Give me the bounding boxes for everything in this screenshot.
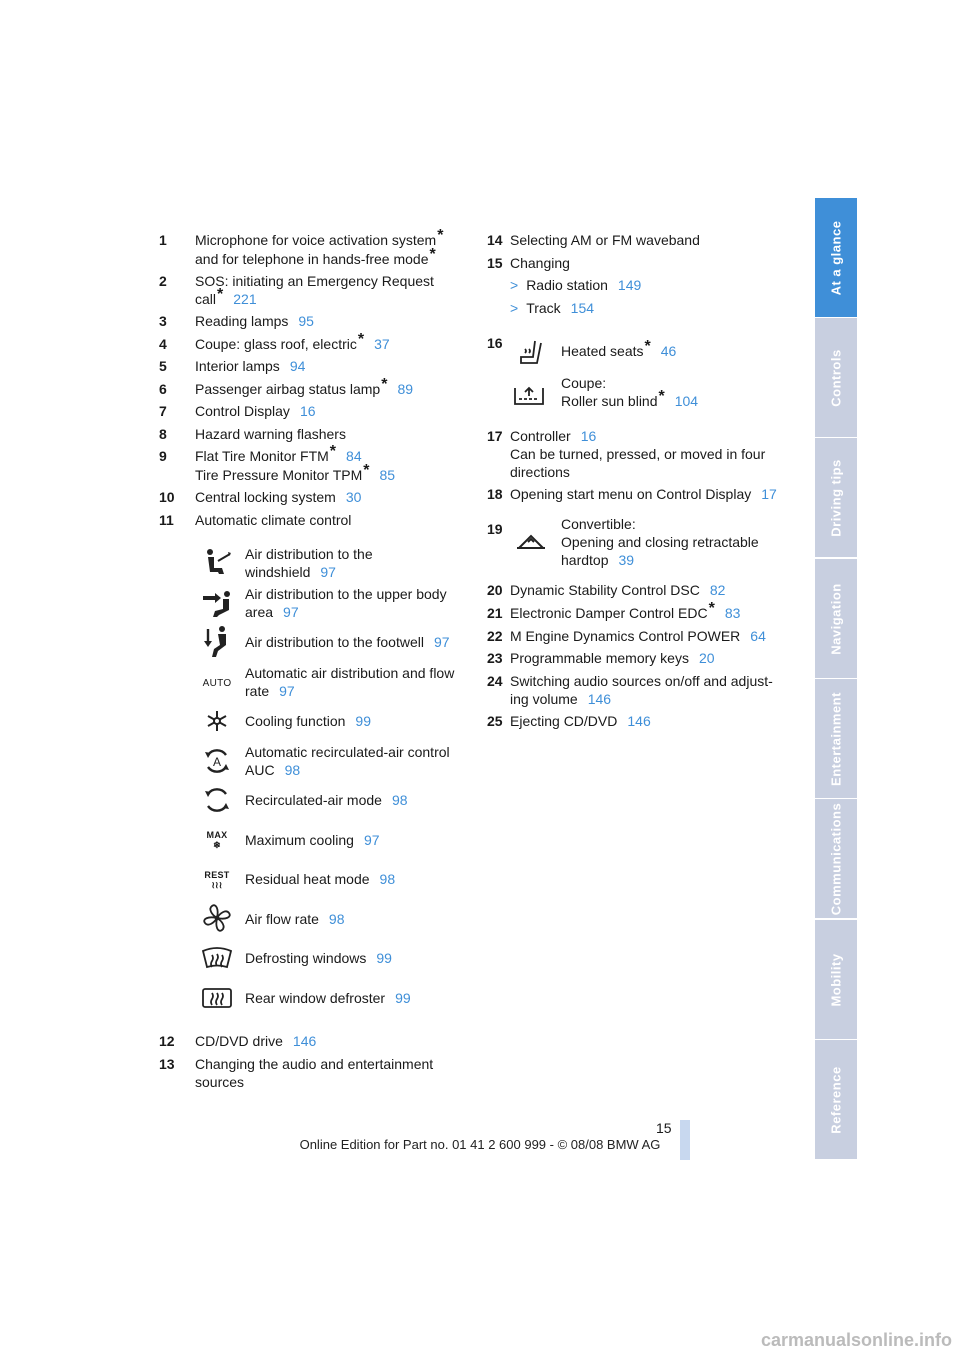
rest-heat-icon-label: REST bbox=[204, 870, 230, 880]
item-number: 6 bbox=[159, 381, 167, 397]
page-link[interactable]: 149 bbox=[617, 277, 642, 293]
climate-label: Air distribution to the footwell bbox=[245, 634, 424, 650]
climate-label: Air distribution to the bbox=[245, 546, 373, 562]
item-number: 19 bbox=[487, 521, 503, 537]
item-text: Heated seats bbox=[561, 343, 644, 359]
item-number: 17 bbox=[487, 428, 503, 444]
climate-label: Cooling function bbox=[245, 713, 346, 729]
page-link[interactable]: 46 bbox=[660, 343, 677, 359]
tab-at-a-glance[interactable] bbox=[815, 198, 857, 317]
item-number: 4 bbox=[159, 336, 167, 352]
item-text: Central locking system bbox=[195, 489, 336, 505]
item-number: 8 bbox=[159, 426, 167, 442]
tab-navigation[interactable] bbox=[815, 559, 857, 678]
page-link[interactable]: 89 bbox=[397, 381, 414, 397]
defrost-rear-icon bbox=[201, 983, 233, 1015]
climate-row bbox=[245, 989, 475, 1007]
optional-star: * bbox=[357, 331, 365, 348]
fan-icon bbox=[201, 902, 233, 934]
climate-label: Air distribution to the upper body bbox=[245, 586, 447, 602]
climate-row bbox=[245, 831, 475, 849]
optional-star: * bbox=[329, 443, 337, 460]
heated-seat-icon bbox=[515, 337, 547, 369]
item-number: 14 bbox=[487, 232, 503, 248]
svg-text:A: A bbox=[212, 755, 222, 769]
page-link[interactable]: 146 bbox=[292, 1033, 317, 1049]
item-text: M Engine Dynamics Control POWER bbox=[510, 628, 741, 644]
climate-row bbox=[245, 870, 475, 888]
item-text: Changing the audio and entertainment bbox=[195, 1056, 434, 1072]
item-text: hardtop bbox=[561, 552, 609, 568]
item-number: 21 bbox=[487, 605, 503, 621]
rest-heat-icon bbox=[195, 870, 239, 890]
climate-row bbox=[245, 743, 475, 779]
climate-label: Recirculated-air mode bbox=[245, 792, 382, 808]
item-number: 24 bbox=[487, 673, 503, 689]
item-number: 11 bbox=[159, 512, 174, 528]
convertible-row bbox=[561, 515, 791, 569]
upper-body-airflow-icon bbox=[201, 589, 233, 621]
auc-icon bbox=[201, 745, 233, 777]
item-number: 18 bbox=[487, 486, 503, 502]
item-text: CD/DVD drive bbox=[195, 1033, 283, 1049]
page-link[interactable]: 97 bbox=[283, 604, 299, 620]
item-text: Coupe: bbox=[561, 375, 607, 391]
sub-text: Track bbox=[526, 300, 561, 316]
page-link[interactable]: 97 bbox=[433, 634, 450, 650]
item-number: 3 bbox=[159, 313, 167, 329]
page-link[interactable]: 221 bbox=[233, 291, 257, 307]
page-link[interactable]: 16 bbox=[299, 403, 316, 419]
item-text: Automatic climate control bbox=[195, 512, 352, 528]
sub-item bbox=[510, 276, 641, 294]
defrost-front-icon bbox=[201, 943, 233, 975]
item-number: 9 bbox=[159, 448, 167, 464]
snowflake-icon bbox=[201, 705, 233, 737]
optional-star: * bbox=[363, 462, 370, 479]
page-link[interactable]: 82 bbox=[709, 582, 726, 598]
item-text: Tire Pressure Monitor TPM bbox=[195, 467, 363, 483]
page-link[interactable]: 146 bbox=[587, 691, 612, 707]
page-link[interactable]: 17 bbox=[761, 486, 777, 502]
climate-label: Automatic air distribution and flow bbox=[245, 665, 455, 681]
climate-label: area bbox=[245, 604, 274, 620]
item-number: 16 bbox=[487, 335, 503, 351]
page-link[interactable]: 98 bbox=[379, 871, 396, 887]
blind-row bbox=[561, 374, 791, 411]
optional-star: * bbox=[217, 286, 224, 303]
item-text: Passenger airbag status lamp bbox=[195, 381, 381, 397]
item-number: 15 bbox=[487, 255, 503, 271]
page-link[interactable]: 37 bbox=[374, 336, 390, 352]
tab-label: Controls bbox=[828, 348, 844, 407]
item-text: Electronic Damper Control EDC bbox=[510, 605, 708, 621]
climate-label: Rear window defroster bbox=[245, 990, 386, 1006]
page-link[interactable]: 146 bbox=[627, 713, 651, 729]
item-text: sources bbox=[195, 1074, 245, 1090]
page-link[interactable]: 64 bbox=[750, 628, 766, 644]
tab-communications[interactable] bbox=[815, 799, 857, 918]
optional-star: * bbox=[708, 600, 715, 617]
page-link[interactable]: 39 bbox=[618, 552, 635, 568]
item-number: 1 bbox=[159, 232, 167, 248]
item-text: Convertible: bbox=[561, 516, 636, 532]
page-link[interactable]: 99 bbox=[395, 990, 411, 1006]
page-number: 15 bbox=[656, 1120, 672, 1136]
convertible-top-icon bbox=[515, 525, 547, 557]
page-link[interactable]: 16 bbox=[580, 428, 597, 444]
tab-entertainment[interactable] bbox=[815, 679, 857, 798]
item-number: 7 bbox=[159, 403, 167, 419]
right-column bbox=[487, 0, 797, 1100]
bullet: > bbox=[510, 277, 519, 293]
snowflake-icon: ❄ bbox=[213, 840, 221, 850]
climate-label: Maximum cooling bbox=[245, 832, 354, 848]
item-number: 25 bbox=[487, 713, 503, 729]
tab-label: Reference bbox=[828, 1065, 844, 1134]
climate-label: Automatic recirculated-air control bbox=[245, 744, 450, 760]
chapter-sidebar bbox=[815, 198, 857, 1160]
item-text: and for telephone in hands-free mode bbox=[195, 251, 429, 267]
item-text: Coupe: glass roof, electric bbox=[195, 336, 357, 352]
climate-row bbox=[245, 585, 475, 621]
page-link[interactable]: 98 bbox=[328, 911, 345, 927]
page-link[interactable]: 83 bbox=[724, 605, 741, 621]
auto-icon: AUTO bbox=[202, 678, 232, 689]
page-link[interactable]: 97 bbox=[320, 564, 336, 580]
item-text: Flat Tire Monitor FTM bbox=[195, 448, 329, 464]
seat-row bbox=[561, 338, 791, 361]
optional-star: * bbox=[644, 338, 651, 355]
page-link[interactable]: 85 bbox=[379, 467, 396, 483]
item-text: Can be turned, pressed, or moved in four bbox=[510, 446, 766, 462]
item-number: 23 bbox=[487, 650, 503, 666]
item-text: Roller sun blind bbox=[561, 393, 658, 409]
item-text: Changing bbox=[510, 255, 570, 271]
watermark: carmanualsonline.info bbox=[760, 1330, 952, 1350]
page-link[interactable]: 98 bbox=[391, 792, 408, 808]
page-link[interactable]: 98 bbox=[284, 762, 301, 778]
item-text: SOS: initiating an Emergency Request bbox=[195, 273, 434, 289]
recirculation-icon bbox=[201, 784, 233, 816]
climate-label: windshield bbox=[245, 564, 311, 580]
item-text: Interior lamps bbox=[195, 358, 280, 374]
climate-label: Air flow rate bbox=[245, 911, 319, 927]
item-number: 20 bbox=[487, 582, 503, 598]
climate-row bbox=[245, 633, 475, 651]
page-link[interactable]: 84 bbox=[346, 448, 362, 464]
item-text: Hazard warning flashers bbox=[195, 426, 346, 442]
item-text: Controller bbox=[510, 428, 571, 444]
sun-blind-icon bbox=[513, 379, 545, 411]
climate-row bbox=[245, 910, 475, 928]
climate-row bbox=[245, 545, 475, 581]
heat-waves-icon: ≀≀≀ bbox=[211, 880, 223, 890]
item-text: ing volume bbox=[510, 691, 578, 707]
page-link[interactable]: 94 bbox=[289, 358, 306, 374]
item-text: Opening start menu on Control Display bbox=[510, 486, 752, 502]
item-number: 12 bbox=[159, 1033, 175, 1049]
item-number: 2 bbox=[159, 273, 167, 289]
page-link[interactable]: 104 bbox=[674, 393, 699, 409]
left-column bbox=[159, 0, 469, 1100]
page-link[interactable]: 97 bbox=[279, 683, 295, 699]
item-text: Switching audio sources on/off and adjust- bbox=[510, 673, 773, 689]
item-number: 13 bbox=[159, 1056, 175, 1072]
page-link[interactable]: 95 bbox=[298, 313, 314, 329]
tab-label: Driving tips bbox=[828, 458, 844, 537]
optional-star: * bbox=[429, 246, 436, 263]
page-link[interactable]: 30 bbox=[345, 489, 362, 505]
footwell-airflow-icon bbox=[201, 626, 233, 658]
climate-row bbox=[245, 791, 475, 809]
item-number: 22 bbox=[487, 628, 503, 644]
climate-label: Defrosting windows bbox=[245, 950, 367, 966]
climate-label: Residual heat mode bbox=[245, 871, 370, 887]
tab-label: Mobility bbox=[828, 952, 844, 1007]
page-link[interactable]: 99 bbox=[355, 713, 371, 729]
optional-star: * bbox=[437, 227, 444, 244]
climate-label: AUC bbox=[245, 762, 275, 778]
item-text: call bbox=[195, 291, 217, 307]
page-link[interactable]: 99 bbox=[376, 950, 392, 966]
sub-item bbox=[510, 299, 594, 317]
tab-label: Entertainment bbox=[828, 691, 844, 786]
item-text: Control Display bbox=[195, 403, 290, 419]
max-cooling-icon bbox=[195, 830, 239, 850]
tab-mobility[interactable] bbox=[815, 920, 857, 1039]
tab-label: Communications bbox=[828, 802, 844, 915]
item-text: Reading lamps bbox=[195, 313, 289, 329]
tab-label: At a glance bbox=[828, 220, 844, 295]
item-text: directions bbox=[510, 464, 570, 480]
page-link[interactable]: 97 bbox=[363, 832, 380, 848]
optional-star: * bbox=[381, 376, 388, 393]
sub-text: Radio station bbox=[526, 277, 608, 293]
item-text: Microphone for voice activation system bbox=[195, 232, 437, 248]
page-link[interactable]: 154 bbox=[570, 300, 595, 316]
tab-controls[interactable] bbox=[815, 318, 857, 437]
max-cooling-icon-label: MAX bbox=[206, 830, 228, 840]
tab-driving-tips[interactable] bbox=[815, 438, 857, 557]
climate-row bbox=[245, 664, 475, 700]
item-text: Selecting AM or FM waveband bbox=[510, 232, 700, 248]
footer-text: Online Edition for Part no. 01 41 2 600 999 - © 08/08 BMW AG bbox=[299, 1137, 661, 1152]
bullet: > bbox=[510, 300, 519, 316]
item-text: Programmable memory keys bbox=[510, 650, 689, 666]
item-text: Opening and closing retractable bbox=[561, 534, 759, 550]
climate-label: rate bbox=[245, 683, 270, 699]
page-link[interactable]: 20 bbox=[698, 650, 715, 666]
windshield-airflow-icon bbox=[201, 548, 233, 580]
item-number: 10 bbox=[159, 489, 175, 505]
tab-label: Navigation bbox=[828, 582, 844, 655]
item-text: Ejecting CD/DVD bbox=[510, 713, 618, 729]
item-number: 5 bbox=[159, 358, 167, 374]
item-text: Dynamic Stability Control DSC bbox=[510, 582, 700, 598]
optional-star: * bbox=[658, 388, 665, 405]
climate-row bbox=[245, 712, 475, 730]
climate-row bbox=[245, 949, 475, 967]
